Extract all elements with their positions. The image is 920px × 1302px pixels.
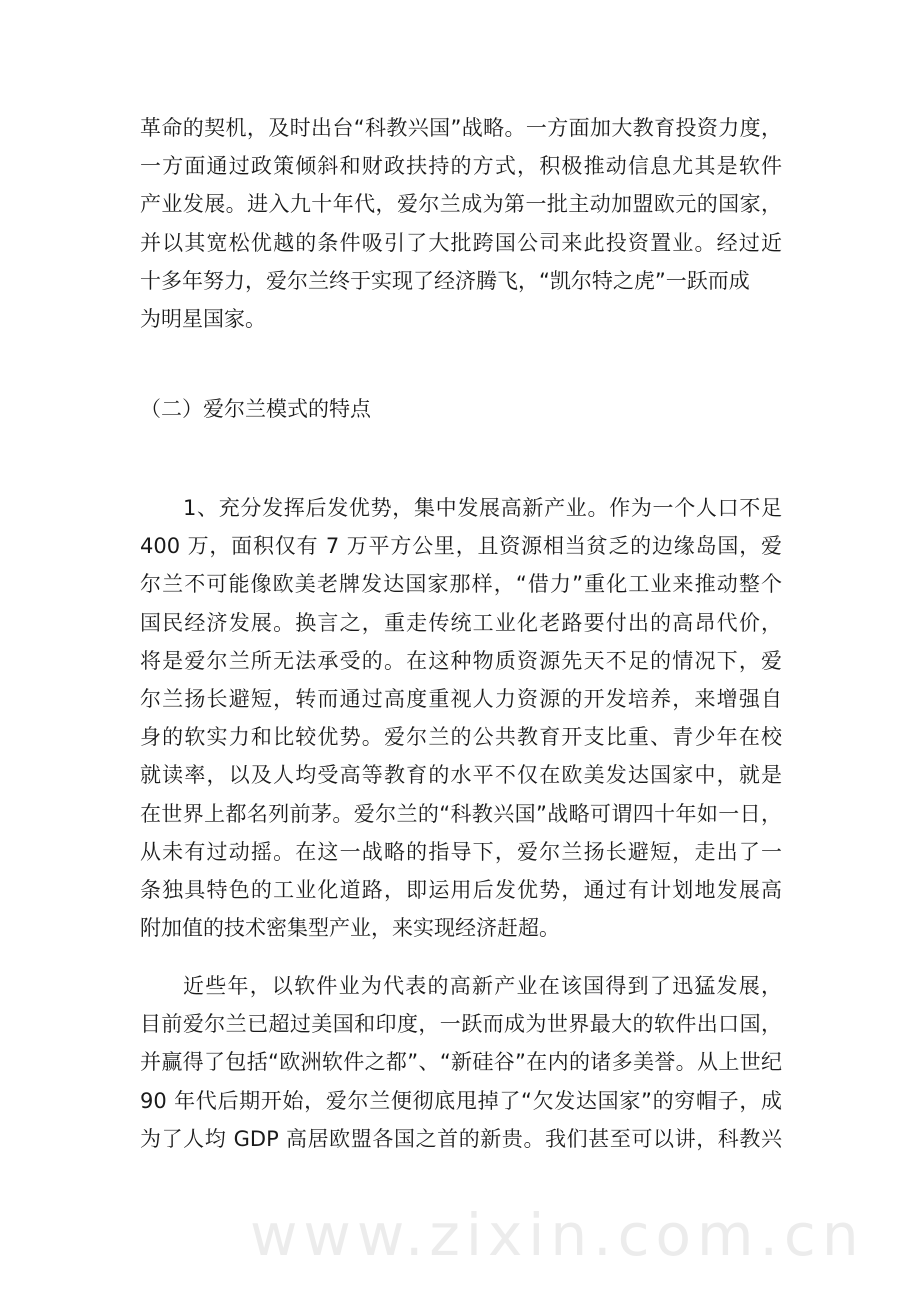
- text-line: 十多年努力，爱尔兰终于实现了经济腾飞，“凯尔特之虎”一跃而成: [140, 268, 750, 293]
- text-line: 国民经济发展。换言之，重走传统工业化老路要付出的高昂代价，: [140, 610, 782, 635]
- text-line: 产业发展。进入九十年代，爱尔兰成为第一批主动加盟欧元的国家，: [140, 192, 782, 217]
- text-line: 近些年，以软件业为代表的高新产业在该国得到了迅猛发展，: [183, 974, 782, 998]
- text-line: 并赢得了包括“欧洲软件之都”、“新硅谷”在内的诸多美誉。从上世纪: [140, 1050, 782, 1075]
- text-line: 条独具特色的工业化道路，即运用后发优势，通过有计划地发展高: [140, 877, 782, 902]
- text-line: 90 年代后期开始，爱尔兰便彻底甩掉了“欠发达国家”的穷帽子，成: [140, 1088, 782, 1113]
- text-line: 一方面通过政策倾斜和财政扶持的方式，积极推动信息尤其是软件: [140, 154, 782, 179]
- text-line: 并以其宽松优越的条件吸引了大批跨国公司来此投资置业。经过近: [140, 230, 782, 255]
- paragraph-intro-continued: [140, 109, 782, 338]
- text-line: 就读率，以及人均受高等教育的水平不仅在欧美发达国家中，就是: [140, 763, 782, 788]
- heading-text: （二）爱尔兰模式的特点: [140, 397, 371, 421]
- text-line: 将是爱尔兰所无法承受的。在这种物质资源先天不足的情况下，爱: [140, 648, 782, 673]
- text-line: 从未有过动摇。在这一战略的指导下，爱尔兰扬长避短，走出了一: [140, 839, 782, 864]
- text-line: 身的软实力和比较优势。爱尔兰的公共教育开支比重、青少年在校: [140, 725, 782, 750]
- text-line: 革命的契机，及时出台“科教兴国”战略。一方面加大教育投资力度，: [140, 116, 782, 140]
- text-line: 400 万，面积仅有 7 万平方公里，且资源相当贫乏的边缘岛国，爱: [140, 534, 782, 559]
- text-line: 目前爱尔兰已超过美国和印度，一跃而成为世界最大的软件出口国，: [140, 1012, 782, 1037]
- watermark: www.zixin.com.cn: [250, 1201, 865, 1269]
- text-line: 在世界上都名列前茅。爱尔兰的“科教兴国”战略可谓四十年如一日，: [140, 801, 782, 826]
- paragraph-point-1: [140, 489, 782, 947]
- text-line: 尔兰扬长避短，转而通过高度重视人力资源的开发培养，来增强自: [140, 686, 782, 711]
- text-line: 1、充分发挥后发优势，集中发展高新产业。作为一个人口不足: [183, 496, 782, 520]
- text-line: 附加值的技术密集型产业，来实现经济赶超。: [140, 916, 560, 941]
- section-heading: [140, 390, 782, 428]
- text-line: 为明星国家。: [140, 306, 266, 331]
- text-line: 尔兰不可能像欧美老牌发达国家那样，“借力”重化工业来推动整个: [140, 572, 782, 597]
- text-line: 为了人均 GDP 高居欧盟各国之首的新贵。我们甚至可以讲，科教兴: [140, 1126, 782, 1151]
- paragraph-recent-years: [140, 967, 782, 1158]
